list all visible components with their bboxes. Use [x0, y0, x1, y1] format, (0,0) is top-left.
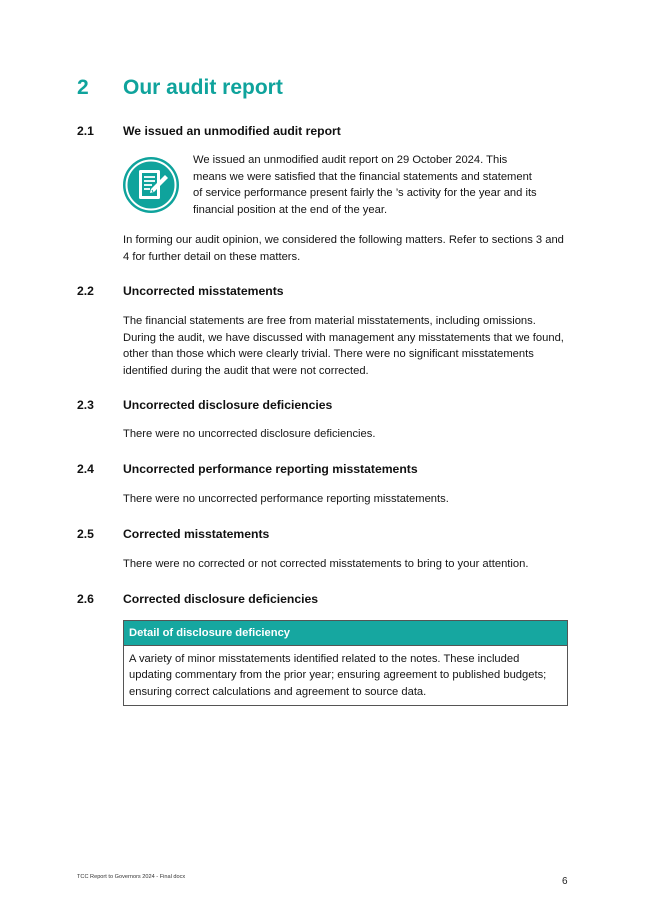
table-header: Detail of disclosure deficiency — [124, 621, 567, 646]
section-number: 2.5 — [77, 527, 94, 541]
section-2-2-body: The financial statements are free from material misstatements, including omissions. During the audit, we have discussed with management any misstatements that we found, other than those which were clearly trivial. There were no significant misstatements identified during the audit that were not corrected. — [123, 315, 564, 377]
section-number: 2.1 — [77, 124, 94, 138]
footer-document-name: TCC Report to Governors 2024 - Final docx — [77, 874, 186, 880]
section-number: 2.2 — [77, 284, 94, 298]
section-heading-2-4 — [77, 462, 418, 476]
section-title: Uncorrected performance reporting misstatements — [123, 462, 418, 476]
section-2-1-body: In forming our audit opinion, we considered the following matters. Refer to sections 3 and 4 for further detail on these matters. — [123, 234, 564, 263]
chapter-title: Our audit report — [123, 76, 283, 99]
section-title: Corrected disclosure deficiencies — [123, 592, 319, 606]
section-number: 2.6 — [77, 592, 94, 606]
section-title: Corrected misstatements — [123, 527, 270, 541]
section-heading-2-3 — [77, 398, 332, 412]
section-title: Uncorrected misstatements — [123, 284, 284, 298]
section-title: We issued an unmodified audit report — [123, 124, 341, 138]
section-heading-2-6 — [77, 592, 318, 606]
report-document-icon — [121, 155, 181, 215]
section-2-5-body: There were no corrected or not corrected misstatements to bring to your attention. — [123, 558, 529, 570]
section-number: 2.3 — [77, 398, 94, 412]
section-title: Uncorrected disclosure deficiencies — [123, 398, 333, 412]
section-number: 2.4 — [77, 462, 94, 476]
section-2-4-body: There were no uncorrected performance reporting misstatements. — [123, 493, 449, 505]
section-heading-2-2 — [77, 284, 284, 298]
page-number: 6 — [562, 876, 568, 887]
section-2-1-intro: We issued an unmodified audit report on 29 October 2024. This means we were satisfied that the financial statements and statement of service performance present fairly the ’s activity for the year and its financial position at the end of the year. — [193, 154, 537, 216]
chapter-heading — [77, 76, 283, 100]
section-heading-2-1 — [77, 124, 341, 138]
chapter-number: 2 — [77, 76, 89, 99]
section-heading-2-5 — [77, 527, 269, 541]
disclosure-deficiency-table — [123, 620, 568, 706]
table-cell: A variety of minor misstatements identified related to the notes. These included updating commentary from the prior year; ensuring agreement to published budgets; ensuring correct calculations and agreement to source data. — [129, 653, 547, 698]
section-2-3-body: There were no uncorrected disclosure deficiencies. — [123, 428, 376, 440]
